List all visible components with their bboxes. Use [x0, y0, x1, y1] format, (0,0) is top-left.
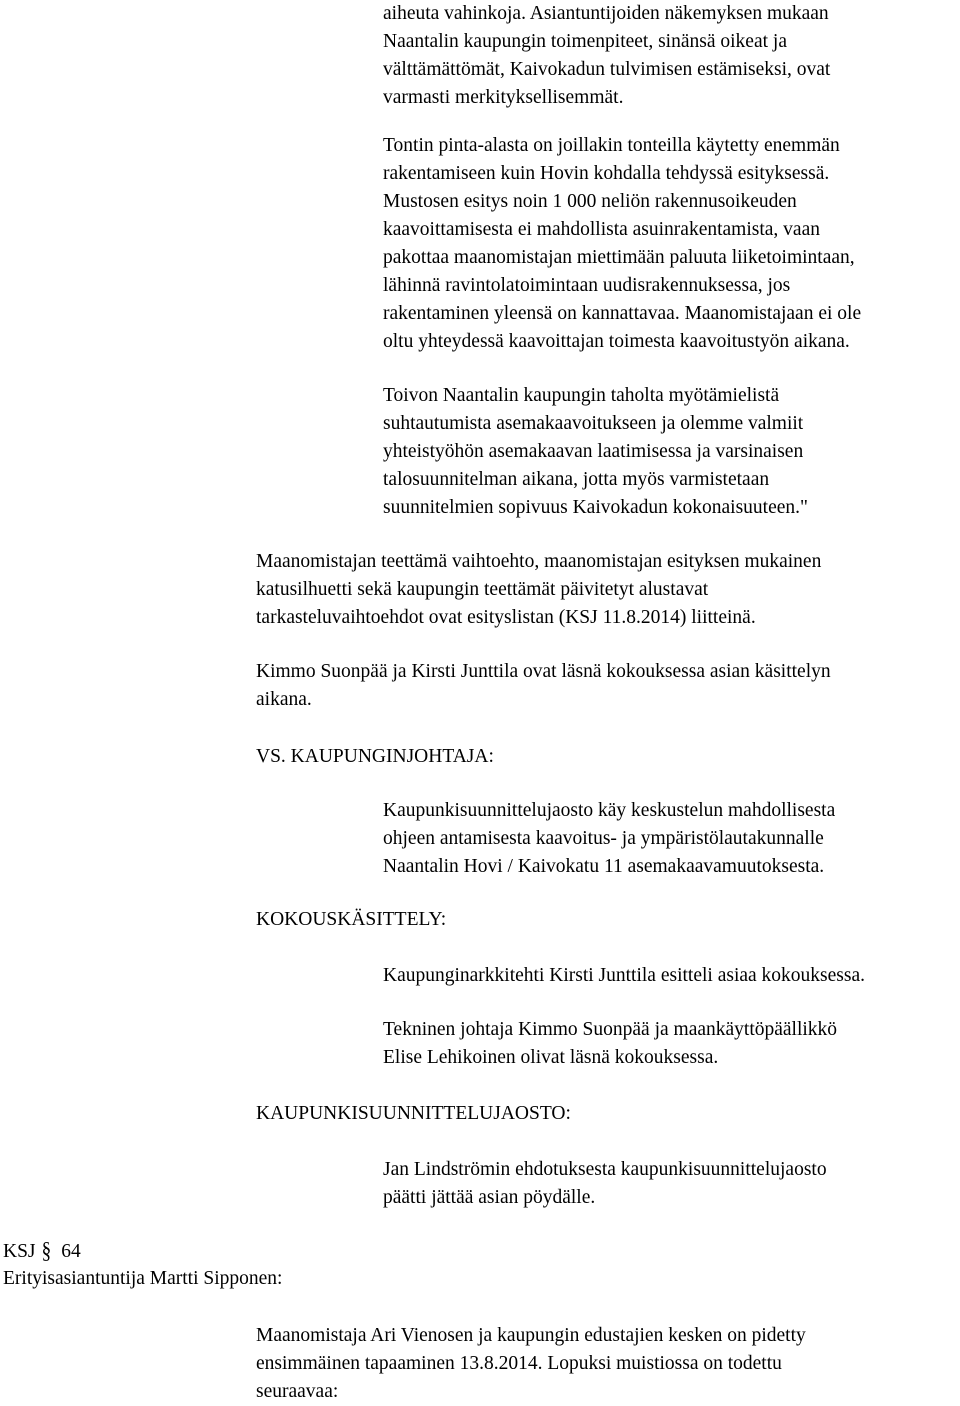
- text-line: ensimmäinen tapaaminen 13.8.2014. Lopuksi muistiossa on todettu: [256, 1353, 782, 1374]
- text-line: lähinnä ravintolatoimintaan uudisrakennuksessa, jos: [383, 275, 791, 296]
- kaupunkisuunnittelujaosto-heading: KAUPUNKISUUNNITTELUJAOSTO:: [256, 1103, 571, 1124]
- ksj-decision-text: [383, 1156, 958, 1212]
- text-line: Kaupunginarkkitehti Kirsti Junttila esitteli asiaa kokouksessa.: [383, 965, 865, 986]
- section-number: [3, 1238, 81, 1266]
- text-line: pakottaa maanomistajan miettimään paluuta liiketoimintaan,: [383, 247, 855, 268]
- section-num: 64: [61, 1241, 81, 1262]
- text-line: rakentamiseen kuin Hovin kohdalla tehdyssä esityksessä.: [383, 163, 830, 184]
- text-line: kaavoittamisesta ei mahdollista asuinrakentamista, vaan: [383, 219, 820, 240]
- text-line: ohjeen antamisesta kaavoitus- ja ympäristölautakunnalle: [383, 828, 824, 849]
- quote-paragraph-3: [383, 382, 958, 522]
- quote-paragraph-2: [383, 132, 958, 356]
- body-paragraph-1: [256, 548, 958, 632]
- kokous-paragraph-2: [383, 1016, 958, 1072]
- kokouskasittely-heading: KOKOUSKÄSITTELY:: [256, 909, 447, 930]
- quote-paragraph-1: [383, 0, 958, 112]
- text-line: välttämättömät, Kaivokadun tulvimisen estämiseksi, ovat: [383, 59, 831, 80]
- section-title: Erityisasiantuntija Martti Sipponen:: [3, 1268, 283, 1289]
- text-line: yhteistyöhön asemakaavan laatimisessa ja varsinaisen: [383, 441, 804, 462]
- body-paragraph-2: [256, 658, 958, 714]
- text-line: oltu yhteydessä kaavoittajan toimesta kaavoitustyön aikana.: [383, 331, 850, 352]
- text-line: Tontin pinta-alasta on joillakin tonteilla käytetty enemmän: [383, 135, 840, 156]
- text-line: aikana.: [256, 689, 312, 710]
- text-line: seuraavaa:: [256, 1381, 339, 1402]
- text-line: talosuunnitelman aikana, jotta myös varmistetaan: [383, 469, 770, 490]
- text-line: Toivon Naantalin kaupungin taholta myötämielistä: [383, 385, 780, 406]
- text-line: suhtautumista asemakaavoitukseen ja olemme valmiit: [383, 413, 804, 434]
- text-line: Jan Lindströmin ehdotuksesta kaupunkisuunnittelujaosto: [383, 1159, 827, 1180]
- section-sign: §: [41, 1238, 52, 1264]
- text-line: Maanomistaja Ari Vienosen ja kaupungin edustajien kesken on pidetty: [256, 1325, 806, 1346]
- text-line: Tekninen johtaja Kimmo Suonpää ja maankäyttöpäällikkö: [383, 1019, 838, 1040]
- text-line: rakentaminen yleensä on kannattavaa. Maanomistajaan ei ole: [383, 303, 862, 324]
- section-code: KSJ: [3, 1241, 36, 1262]
- text-line: Kimmo Suonpää ja Kirsti Junttila ovat läsnä kokouksessa asian käsittelyn: [256, 661, 831, 682]
- text-line: aiheuta vahinkoja. Asiantuntijoiden näkemyksen mukaan: [383, 3, 829, 24]
- text-line: tarkasteluvaihtoehdot ovat esityslistan (KSJ 11.8.2014) liitteinä.: [256, 607, 756, 628]
- vs-proposal-text: [383, 797, 958, 881]
- text-line: päätti jättää asian pöydälle.: [383, 1187, 596, 1208]
- text-line: Maanomistajan teettämä vaihtoehto, maanomistajan esityksen mukainen: [256, 551, 822, 572]
- text-line: Naantalin kaupungin toimenpiteet, sinänsä oikeat ja: [383, 31, 787, 52]
- text-line: suunnitelmien sopivuus Kaivokadun kokonaisuuteen.": [383, 497, 808, 518]
- text-line: varmasti merkityksellisemmät.: [383, 87, 624, 108]
- text-line: Naantalin Hovi / Kaivokatu 11 asemakaavamuutoksesta.: [383, 856, 825, 877]
- vs-kaupunginjohtaja-heading: VS. KAUPUNGINJOHTAJA:: [256, 746, 494, 767]
- final-paragraph: [256, 1322, 958, 1406]
- text-line: Elise Lehikoinen olivat läsnä kokouksessa.: [383, 1047, 719, 1068]
- text-line: Mustosen esitys noin 1 000 neliön rakennusoikeuden: [383, 191, 797, 212]
- text-line: Kaupunkisuunnittelujaosto käy keskustelun mahdollisesta: [383, 800, 836, 821]
- text-line: katusilhuetti sekä kaupungin teettämät päivitetyt alustavat: [256, 579, 709, 600]
- kokous-paragraph-1: [383, 962, 958, 990]
